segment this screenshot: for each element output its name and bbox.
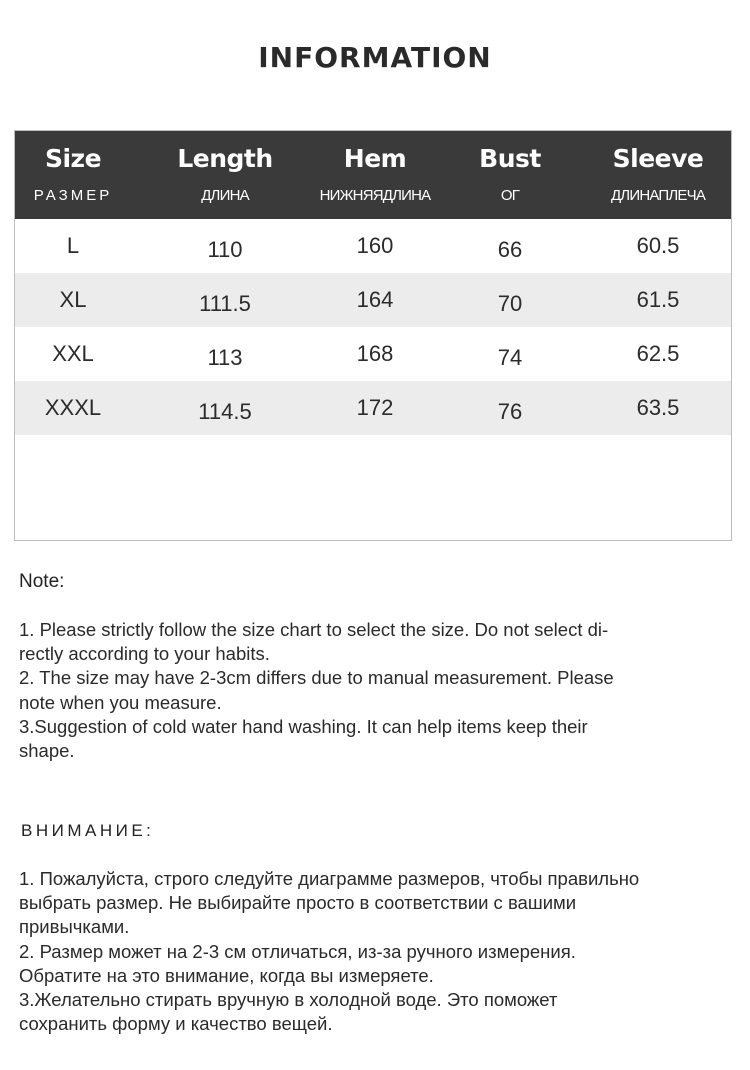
header-size-ru: РАЗМЕР [33,187,113,204]
size-chart-table [14,130,732,541]
cell-size: XXXL [44,395,102,420]
cell-sleeve: 61.5 [636,287,680,312]
cell-hem: 168 [356,341,394,366]
ru-note-line: 3.Желательно стирать вручную в холодной воде. Это поможет [19,989,558,1011]
header-size [15,131,131,219]
note-line: shape. [19,740,75,762]
header-length-ru: ДЛИНА [201,187,249,204]
header-hem-ru: НИЖНЯЯДЛИНА [319,187,431,204]
header-bust-ru: ОГ [500,187,520,204]
cell-bust: 70 [497,291,523,316]
cell-bust: 66 [497,237,523,262]
header-sleeve-ru: ДЛИНАПЛЕЧА [610,187,706,204]
table-row [15,219,731,273]
cell-size: L [66,233,80,258]
header-sleeve [585,131,731,219]
note-heading: Note: [19,571,65,592]
header-length [155,131,295,219]
note-line: 2. The size may have 2-3cm differs due to manual measurement. Please [19,667,614,689]
cell-hem: 164 [356,287,394,312]
note-line: 3.Suggestion of cold water hand washing. It can help items keep their [19,715,588,737]
page-title: INFORMATION [258,41,492,74]
cell-length: 114.5 [198,399,252,424]
cell-sleeve: 63.5 [636,395,680,420]
ru-note-line: привычками. [19,916,130,938]
header-hem-en: Hem [343,144,407,173]
note-line: 1. Please strictly follow the size chart to select the size. Do not select di- [19,619,609,640]
ru-note-line: Обратите на это внимание, когда вы измеряете. [19,964,434,986]
ru-note-line: сохранить форму и качество вещей. [19,1013,333,1035]
cell-bust: 74 [497,345,523,370]
ru-note-line: выбрать размер. Не выбирайте просто в соответствии с вашими [19,892,577,914]
cell-sleeve: 62.5 [636,341,680,366]
note-line: note when you measure. [19,691,222,713]
cell-length: 111.5 [199,291,251,316]
header-bust-en: Bust [479,144,541,173]
table-row [15,381,731,435]
cell-size: XXL [52,341,94,366]
cell-sleeve: 60.5 [636,233,680,258]
ru-note-heading: ВНИМАНИЕ: [21,821,155,840]
cell-bust: 76 [497,399,523,424]
cell-hem: 160 [356,233,394,258]
cell-hem: 172 [356,395,394,420]
ru-note-line: 1. Пожалуйста, строго следуйте диаграмме размеров, чтобы правильно [19,868,640,889]
header-size-en: Size [44,144,102,173]
note-body [19,618,731,763]
ru-note-body [19,867,731,1036]
ru-note-line: 2. Размер может на 2-3 см отличаться, из-за ручного измерения. [19,940,576,962]
table-header [15,131,731,219]
header-length-en: Length [177,144,273,173]
header-bust [455,131,565,219]
table-row [15,273,731,327]
header-sleeve-en: Sleeve [612,144,704,173]
cell-length: 110 [207,237,243,262]
cell-length: 113 [207,345,243,370]
table-row [15,327,731,381]
note-line: rectly according to your habits. [19,643,270,665]
cell-size: XL [59,287,87,312]
header-hem [305,131,445,219]
